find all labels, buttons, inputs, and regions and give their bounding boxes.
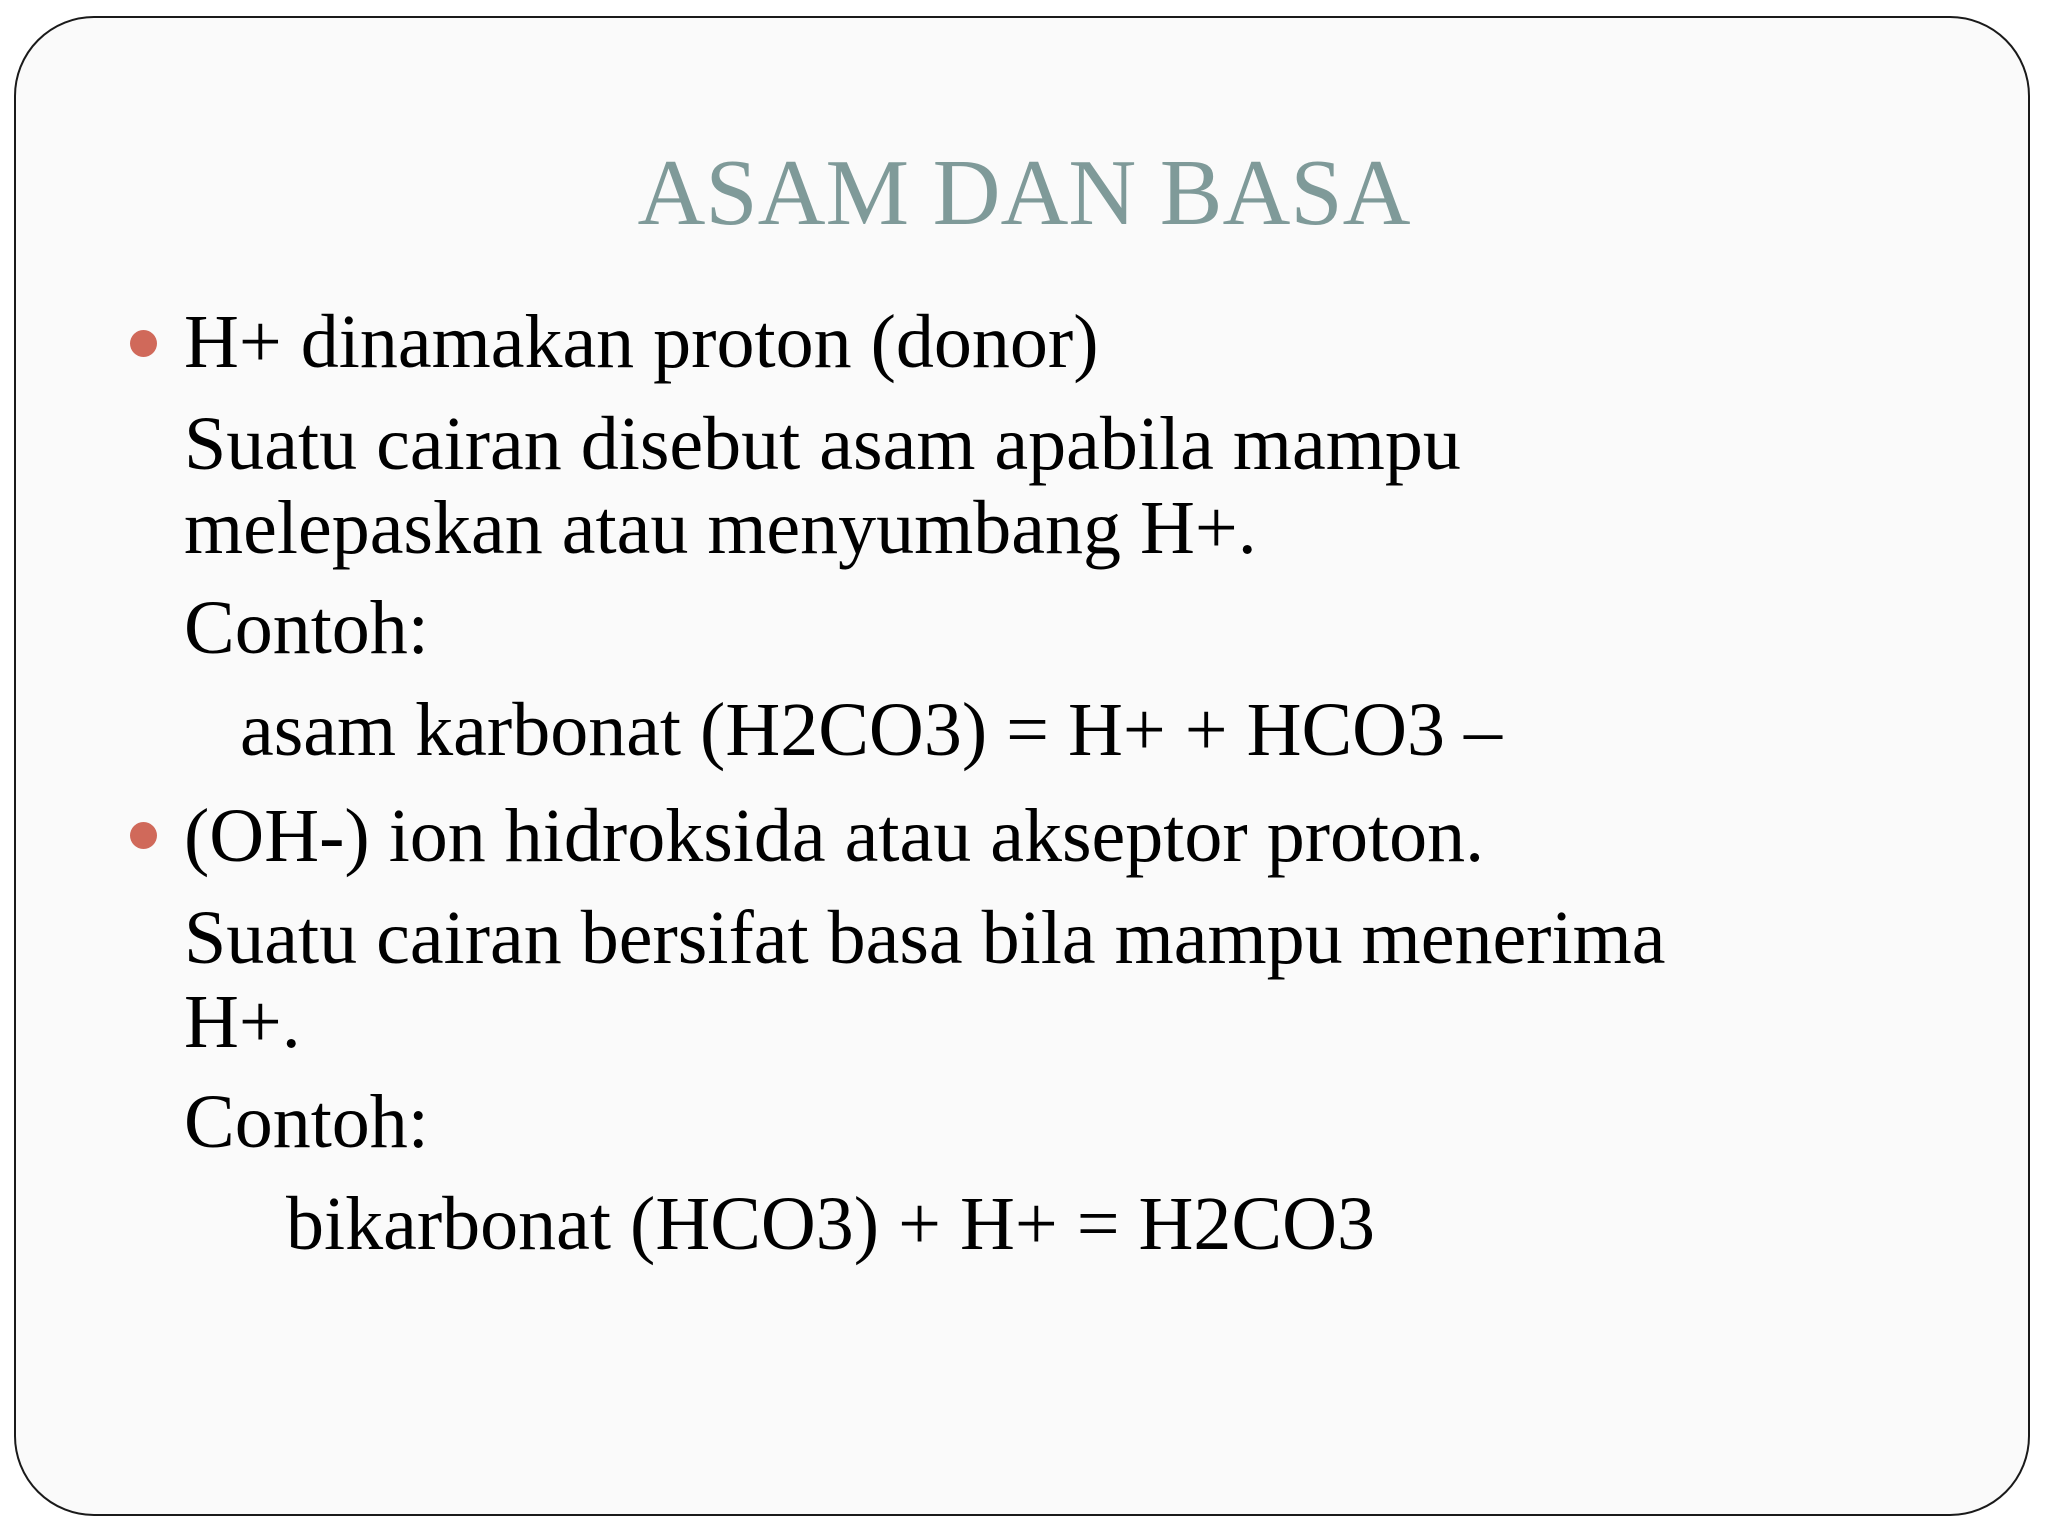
- bullet-1-description-line-2: melepaskan atau menyumbang H+.: [184, 486, 1257, 570]
- bullet-2-description-line-1: Suatu cairan bersifat basa bila mampu menerima: [184, 896, 1666, 980]
- bullet-2-example-equation: bikarbonat (HCO3) + H+ = H2CO3: [286, 1182, 1376, 1266]
- bullet-1-description-line-1: Suatu cairan disebut asam apabila mampu: [184, 402, 1461, 486]
- bullet-2-heading: (OH-) ion hidroksida atau akseptor proton.: [184, 794, 1485, 878]
- bullet-1-example-label: Contoh:: [184, 586, 429, 670]
- bullet-1-heading: H+ dinamakan proton (donor): [184, 300, 1099, 384]
- slide-title: ASAM DAN BASA: [637, 141, 1411, 245]
- bullet-dot-icon: [130, 822, 157, 849]
- bullet-2-description-line-2: H+.: [184, 980, 301, 1064]
- bullet-2-example-label: Contoh:: [184, 1080, 429, 1164]
- bullet-dot-icon: [130, 330, 157, 357]
- bullet-1-example-equation: asam karbonat (H2CO3) = H+ + HCO3 –: [240, 688, 1503, 772]
